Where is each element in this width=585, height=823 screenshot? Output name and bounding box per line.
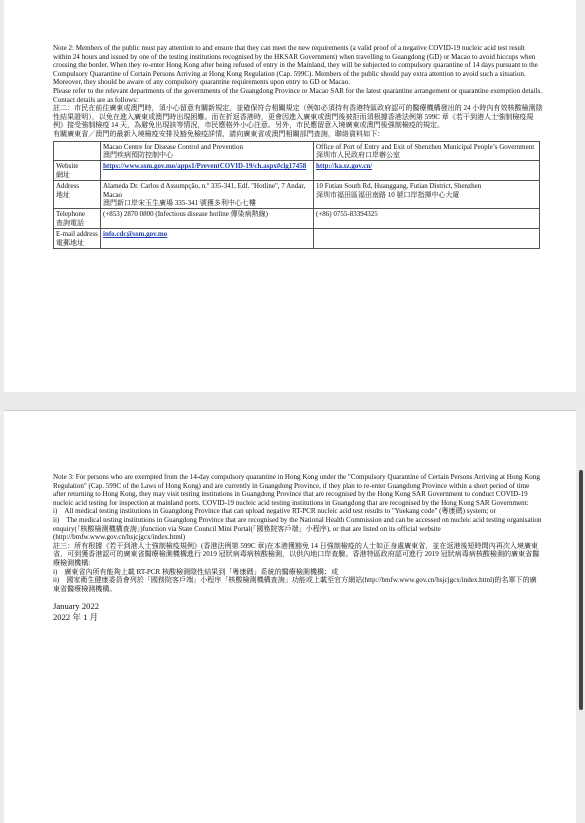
macao-telephone: (+853) 2870 0800 (Infectious disease hotline 傳染病熱線) [101, 209, 314, 229]
item-text: The medical testing institutions in Guangdong Province that are recognised by the National Health Commission and can be accessed on nucleic acid testing organisation enquiry(「核酸檢測機構查詢」)function via State Council Mini Portal(「國務院客戶端」小程序), or that are listed on its official website (http://bmfw.www.gov.cn/hsjcjgcx/index.html) [53, 515, 542, 542]
shenzhen-port-office-name-zh: 深圳市人民政府口岸辦公室 [316, 150, 400, 159]
scrollbar-thumb[interactable] [579, 470, 583, 710]
row-label-zh: 地址 [56, 190, 70, 199]
website-row-label [54, 161, 101, 181]
shenzhen-address-zh: 深圳市福田區福田南路 10 號口岸指揮中心大廈 [316, 190, 460, 199]
macao-website-link[interactable]: https://www.ssm.gov.mo/apps1/PreventCOVID-19/ch.aspx#clg17458 [103, 162, 307, 171]
note-2-english: Note 2: Members of the public must pay attention to and ensure that they can meet the new requirements (a valid proof of a negative COVID-19 nucleic acid test result within 24 hours and issued by one of the testing institutions recognised by the HKSAR Government) when travelling to Guangdong (GD) or Macao to avoid hiccups when crossing the border. When they re-enter Hong Kong after being refused of entry in the Mainland, they will be subjected to compulsory quarantine of 14 days pursuant to the Compulsory Quarantine of Certain Persons Arriving at Hong Kong Regulation (Cap. 599C). Members of the public should pay extra attention to avoid such a situation. Moreover, they should be aware of any compulsory quarantine requirements upon entry to GD or Macao. [53, 44, 538, 87]
issue-date-zh: 2022 年 1 月 [53, 611, 99, 622]
contacts-table [53, 141, 540, 249]
macao-cdc-name: Macao Centre for Disease Control and Prevention [103, 142, 243, 151]
item-number: i) [53, 507, 58, 516]
item-text: 國家衛生健康委員會列於「國務院客戶端」小程序「核酸檢測機構查詢」功能或上載至官方網站(http://bmfw.www.gov.cn/hsjcjgcx/index.html)的名單下的廣東省醫療檢測機構。 [53, 576, 537, 593]
row-label-zh: 電郵地址 [56, 238, 84, 247]
document-page-2 [4, 410, 576, 823]
row-label-en: E-mail address [56, 230, 98, 239]
macao-website-cell [101, 161, 314, 181]
macao-address-cell [101, 181, 314, 209]
table-row [54, 209, 540, 229]
item-text: All medical testing institutions in Guangdong Province that can upload negative RT-PCR nucleic acid test results to "Yuekang code" (粵康碼) system; or [64, 507, 496, 516]
shenzhen-port-office-name: Office of Port of Entry and Exit of Shenzhen Municipal People’s Government [316, 142, 535, 151]
table-row [54, 229, 540, 249]
shenzhen-address: 10 Futian South Rd, Huanggang, Futian District, Shenzhen [316, 182, 482, 191]
note-2-english-contacts-intro: Please refer to the relevant departments of the governments of the Guangdong Province or Macao SAR for the latest quarantine arrangement or quarantine exemption details. Contact details are as follows: [53, 86, 543, 104]
table-row [54, 141, 540, 161]
note-3-chinese: 註三：所有根據《若干到港人士強制檢疫規例》(香港法例第 599C 章)在本港獲豁免 14 日強制檢疫的人士如正身處廣東省，並在返港後短時間內再次入境廣東省，可到獲香港認可的廣東省醫療檢測機構進行 2019 冠狀病毒病核酸檢測，以供內地口岸查驗。香港特區政府認可進行 2019 冠狀病毒病核酸檢測的廣東省醫療檢測機構: [53, 541, 540, 567]
row-label-zh: 查詢電話 [56, 218, 84, 227]
telephone-row-label [54, 209, 101, 229]
item-number: ii) [53, 576, 60, 585]
shenzhen-email-cell [314, 229, 540, 249]
note-3-chinese-item-i [53, 568, 543, 577]
item-number: i) [53, 567, 58, 576]
table-cell-empty [54, 141, 101, 161]
macao-cdc-name-zh: 澳門疾病預防控制中心 [103, 150, 173, 159]
email-row-label [54, 229, 101, 249]
issue-date-en: January 2022 [53, 601, 100, 612]
table-row [54, 161, 540, 181]
note-2-section [53, 44, 543, 249]
note-3-english: Note 3: For persons who are exempted from the 14-day compulsory quarantine in Hong Kong under the "Compulsory Quarantine of Certain Persons Arriving at Hong Kong Regulation" (Cap. 599C of the Laws of Hong Kong) and are currently in Guangdong Province, if they plan to re-enter Guangdong Province within a short period of time after returning to Hong Kong, they may visit testing institutions in Guangdong Province that are recognised by the Hong Kong SAR Government to conduct COVID-19 nucleic acid testing for inspection at mainland ports. COVID-19 nucleic acid testing institutions in Guangdong that are recognised by the Hong Kong SAR Government: [53, 473, 540, 507]
row-label-zh: 網址 [56, 170, 70, 179]
row-label-en: Address [56, 182, 79, 191]
shenzhen-website-link[interactable]: http://ka.sz.gov.cn/ [316, 162, 373, 171]
macao-cdc-heading [101, 141, 314, 161]
table-row [54, 181, 540, 209]
address-row-label [54, 181, 101, 209]
page-gap [0, 392, 585, 410]
note-2-chinese-contacts-intro: 有關廣東省／澳門的最新入境檢疫安排及豁免檢疫詳情，請向廣東省或澳門相關部門查詢，聯絡資料如下： [53, 129, 385, 138]
item-text: 廣東省內所有能夠上載 RT-PCR 核酸檢測陰性結果到「粵康碼」系統的醫療檢測機構；或 [64, 567, 339, 576]
item-number: ii) [53, 515, 60, 524]
issue-date [53, 601, 543, 622]
shenzhen-website-cell [314, 161, 540, 181]
macao-email-link[interactable]: info.cdc@ssm.gov.mo [103, 230, 168, 239]
note-3-item-ii [53, 516, 543, 542]
shenzhen-address-cell [314, 181, 540, 209]
row-label-en: Telephone [56, 210, 86, 219]
document-page-1 [4, 0, 576, 393]
note-3-section [53, 473, 543, 622]
macao-email-cell [101, 229, 314, 249]
shenzhen-port-office-heading [314, 141, 540, 161]
macao-address-zh: 澳門新口岸宋玉生廣場 335-341 號獲多利中心七樓 [103, 198, 256, 207]
note-3-chinese-item-ii [53, 576, 543, 593]
row-label-en: Website [56, 162, 79, 171]
macao-address: Alameda Dr. Carlos d Assumpção, n.º 335-341, Edf. "Hotline", 7 Andar, Macao [103, 182, 306, 199]
note-2-chinese: 註二：市民在前往廣東或澳門時，須小心留意有關新規定，並確保符合相關規定（例如必須持有香港特區政府認可的醫療機構發出的 24 小時內有效核酸檢測陰性結果證明），以免在進入廣東或澳門時出現困難。而在折返香港時，更會因進入廣東或澳門後被拒而須根據香港法例第 599C 章《若干到港人士強制檢疫規例》接受強制檢疫 14 天，為避免出現該等情況，市民應格外小心注意。另外，市民應留意入境廣東或澳門後強制檢疫的規定。 [53, 104, 543, 130]
shenzhen-telephone: (+86) 0755-83394325 [314, 209, 540, 229]
note-3-item-i [53, 507, 543, 516]
